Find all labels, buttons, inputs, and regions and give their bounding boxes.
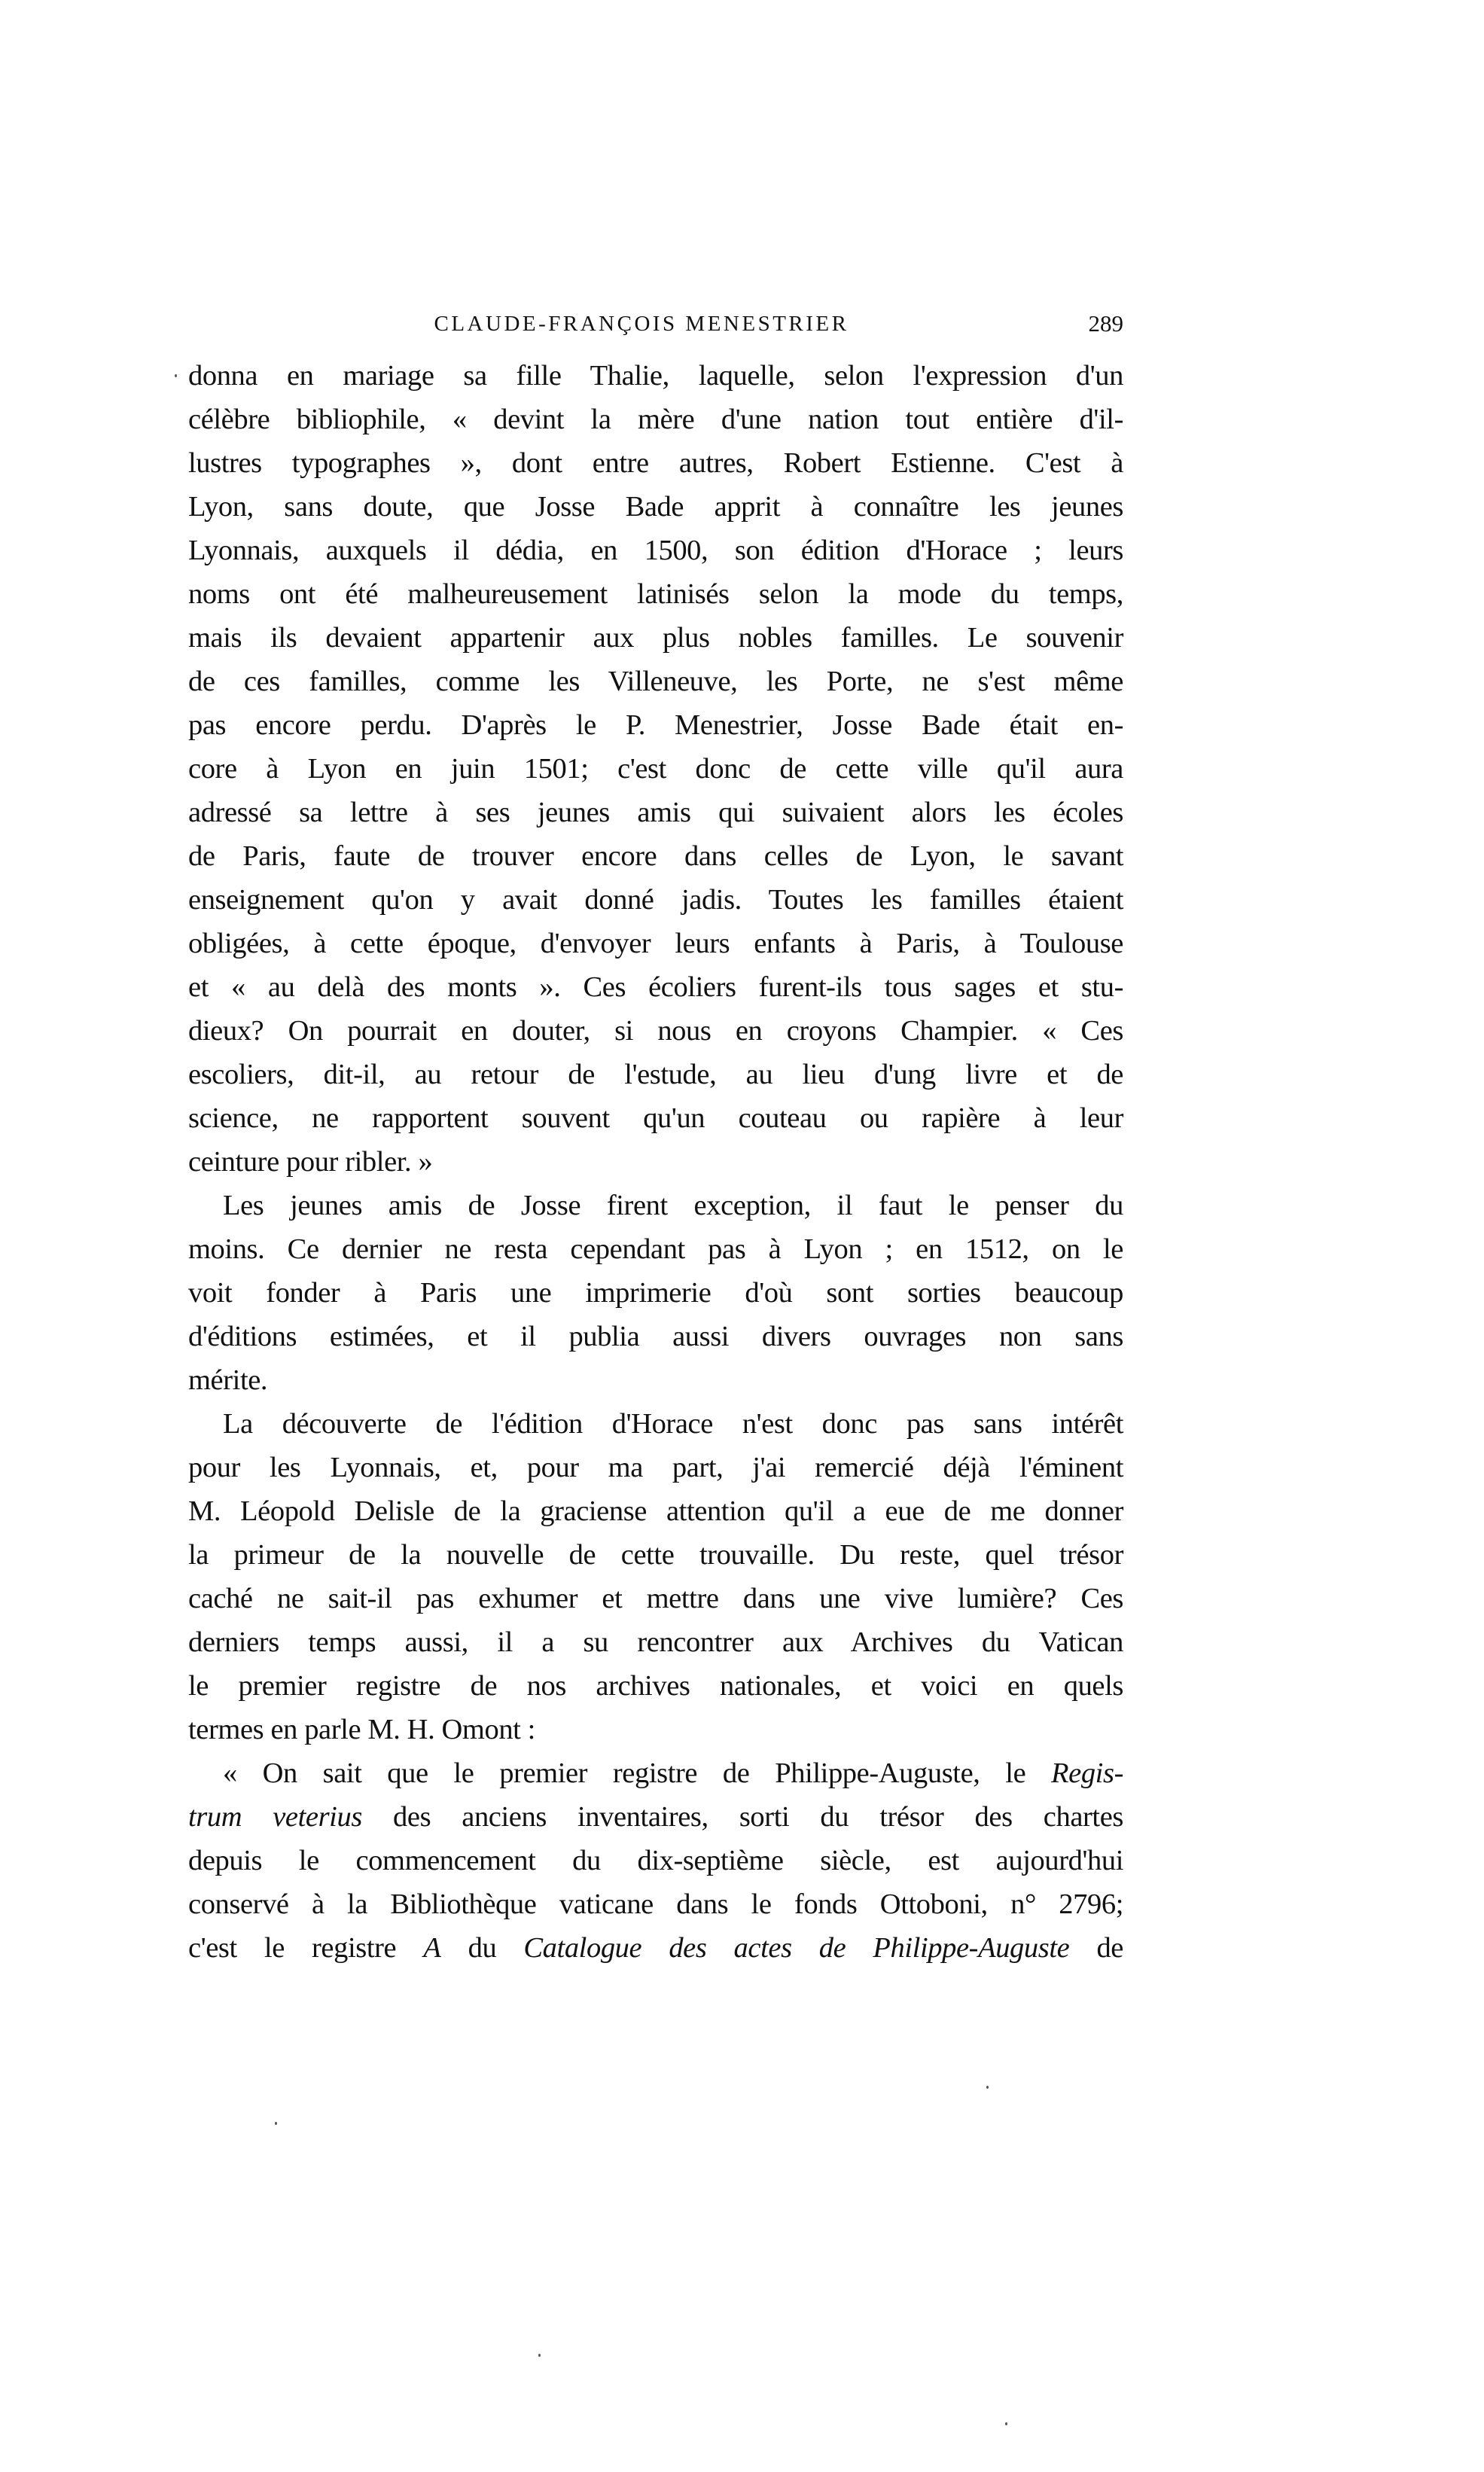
- scan-speck: [986, 2086, 989, 2089]
- text-line: pas encore perdu. D'après le P. Menestrier, Josse Bade était en-: [188, 709, 1123, 741]
- paragraph: [188, 1402, 1123, 1751]
- text-line: derniers temps aussi, il a su rencontrer aux Archives du Vatican: [188, 1626, 1123, 1658]
- running-head: [188, 309, 1123, 339]
- scan-speck: [538, 2354, 541, 2357]
- text-line: [188, 1751, 1123, 1795]
- text-line: d'éditions estimées, et il publia aussi divers ouvrages non sans: [188, 1321, 1123, 1352]
- text-run: de: [1069, 1932, 1123, 1964]
- text-run: « On sait que le premier registre de Philippe-Auguste, le: [223, 1757, 1052, 1789]
- text-line: adressé sa lettre à ses jeunes amis qui suivaient alors les écoles: [188, 797, 1123, 828]
- text-line: caché ne sait-il pas exhumer et mettre dans une vive lumière? Ces: [188, 1583, 1123, 1614]
- scan-speck: [275, 2122, 277, 2125]
- text-line: donna en mariage sa fille Thalie, laquelle, selon l'expression d'un: [188, 360, 1123, 392]
- text-line: voit fonder à Paris une imprimerie d'où sont sorties beaucoup: [188, 1277, 1123, 1309]
- page-number: 289: [1088, 310, 1123, 337]
- paragraph: [188, 354, 1123, 1184]
- text-line: et « au delà des monts ». Ces écoliers furent-ils tous sages et stu-: [188, 971, 1123, 1003]
- text-line: lustres typographes », dont entre autres, Robert Estienne. C'est à: [188, 447, 1123, 479]
- body-text: [188, 354, 1123, 1970]
- text-run: des anciens inventaires, sorti du trésor des chartes: [361, 1801, 1124, 1833]
- scan-speck: [1005, 2422, 1007, 2425]
- text-line: de Paris, faute de trouver encore dans celles de Lyon, le savant: [188, 840, 1123, 872]
- text-line: moins. Ce dernier ne resta cependant pas à Lyon ; en 1512, on le: [188, 1233, 1123, 1265]
- text-line: science, ne rapportent souvent qu'un couteau ou rapière à leur: [188, 1102, 1123, 1134]
- text-line: depuis le commencement du dix-septième siècle, est aujourd'hui: [188, 1845, 1123, 1876]
- text-line: [188, 1795, 1123, 1839]
- text-line: termes en parle M. H. Omont :: [188, 1714, 535, 1745]
- text-line: enseignement qu'on y avait donné jadis. Toutes les familles étaient: [188, 884, 1123, 916]
- italic-title: trum veterius: [188, 1801, 362, 1833]
- text-line: dieux? On pourrait en douter, si nous en croyons Champier. « Ces: [188, 1015, 1123, 1047]
- scan-speck: [175, 374, 177, 377]
- text-run: du: [440, 1932, 524, 1964]
- text-line: célèbre bibliophile, « devint la mère d'une nation tout entière d'il-: [188, 404, 1123, 435]
- text-line: obligées, à cette époque, d'envoyer leurs enfants à Paris, à Toulouse: [188, 928, 1123, 959]
- text-line: de ces familles, comme les Villeneuve, les Porte, ne s'est même: [188, 666, 1123, 697]
- text-line: M. Léopold Delisle de la graciense attention qu'il a eue de me donner: [188, 1495, 1123, 1527]
- text-line: Lyonnais, auxquels il dédia, en 1500, son édition d'Horace ; leurs: [188, 535, 1123, 566]
- text-line: le premier registre de nos archives nationales, et voici en quels: [188, 1670, 1123, 1702]
- text-line: ceinture pour ribler. »: [188, 1146, 433, 1178]
- italic-title: Catalogue des actes de Philippe-Auguste: [523, 1932, 1070, 1964]
- text-line: mérite.: [188, 1364, 268, 1396]
- text-line: pour les Lyonnais, et, pour ma part, j'ai remercié déjà l'éminent: [188, 1452, 1123, 1483]
- text-line: [188, 1926, 1123, 1970]
- italic-letter: A: [423, 1932, 441, 1964]
- text-run: c'est le registre: [188, 1932, 424, 1964]
- text-line: mais ils devaient appartenir aux plus nobles familles. Le souvenir: [188, 622, 1123, 654]
- text-line: conservé à la Bibliothèque vaticane dans le fonds Ottoboni, n° 2796;: [188, 1888, 1123, 1920]
- text-line: la primeur de la nouvelle de cette trouvaille. Du reste, quel trésor: [188, 1539, 1123, 1571]
- text-line: core à Lyon en juin 1501; c'est donc de cette ville qu'il aura: [188, 753, 1123, 785]
- text-line: escoliers, dit-il, au retour de l'estude, au lieu d'ung livre et de: [188, 1059, 1123, 1090]
- text-line: La découverte de l'édition d'Horace n'est donc pas sans intérêt: [223, 1408, 1123, 1440]
- paragraph: [188, 1184, 1123, 1402]
- text-line: Lyon, sans doute, que Josse Bade apprit à connaître les jeunes: [188, 491, 1123, 523]
- running-title: CLAUDE-FRANÇOIS MENESTRIER: [434, 312, 849, 336]
- quotation-paragraph: [188, 1751, 1123, 1970]
- text-line: Les jeunes amis de Josse firent exception, il faut le penser du: [223, 1190, 1123, 1221]
- text-line: noms ont été malheureusement latinisés selon la mode du temps,: [188, 578, 1123, 610]
- italic-title: Regis-: [1051, 1757, 1123, 1789]
